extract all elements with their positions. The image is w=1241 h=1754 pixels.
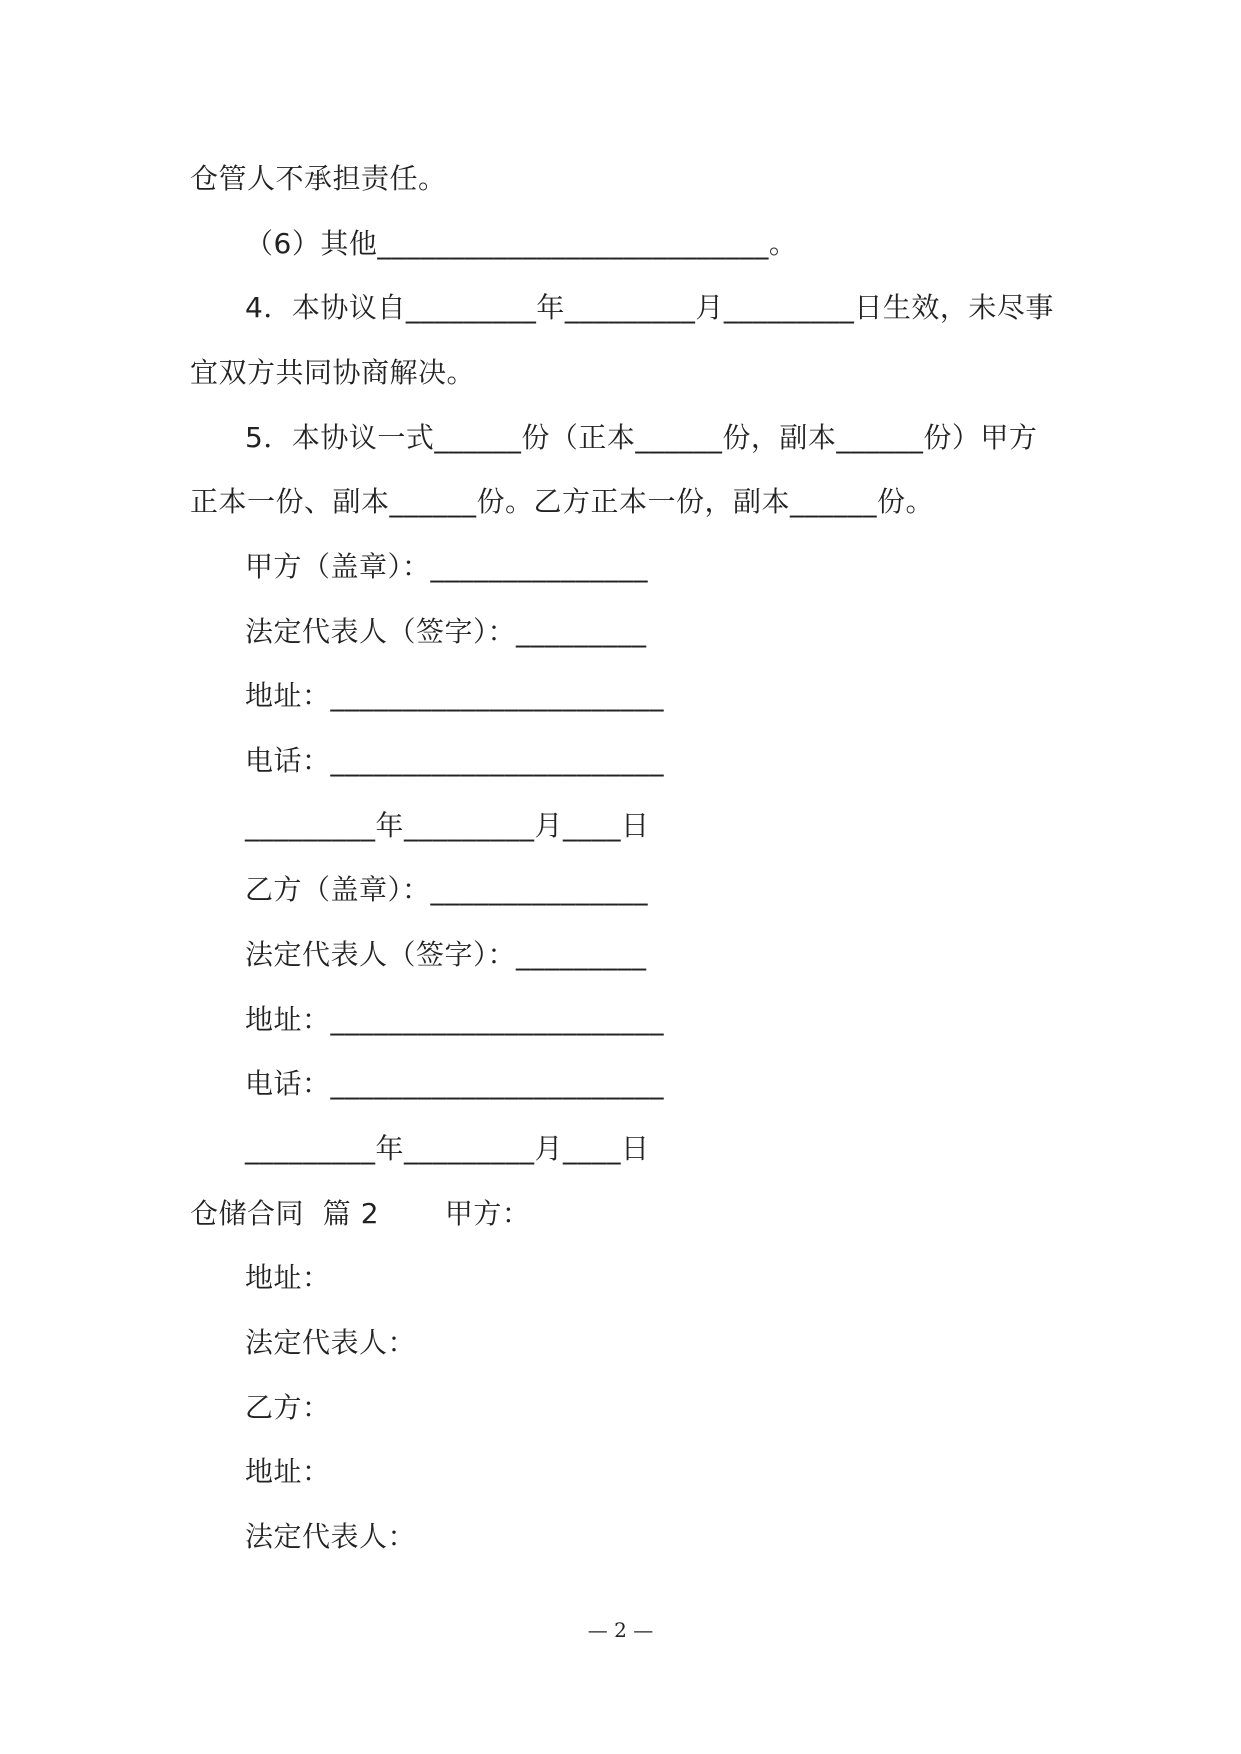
clause-4-line-1: 4．本协议自_________年_________月_________日生效，未尽事 bbox=[245, 291, 1054, 324]
contract-2-party-b-representative: 法定代表人： bbox=[245, 1520, 417, 1553]
party-b-address-field: 地址：_______________________ bbox=[245, 1003, 665, 1036]
party-b-seal-field: 乙方（盖章）：_______________ bbox=[245, 873, 649, 906]
contract-2-party-b-address: 地址： bbox=[245, 1455, 331, 1488]
party-a-date-field: _________年_________月____日 bbox=[245, 809, 650, 842]
party-a-representative-field: 法定代表人（签字）：_________ bbox=[245, 615, 647, 648]
contract-2-party-b: 乙方： bbox=[245, 1391, 331, 1424]
contract-2-party-a-representative: 法定代表人： bbox=[245, 1326, 417, 1359]
clause-4-line-2: 宜双方共同协商解决。 bbox=[190, 356, 476, 389]
contract-2-heading: 仓储合同 篇 2 甲方： bbox=[190, 1197, 531, 1230]
clause-text: 仓管人不承担责任。 bbox=[190, 162, 447, 195]
party-a-phone-field: 电话：_______________________ bbox=[245, 744, 665, 777]
party-a-address-field: 地址：_______________________ bbox=[245, 679, 665, 712]
clause-5-line-1: 5．本协议一式______份（正本______份，副本______份）甲方 bbox=[245, 421, 1038, 454]
party-b-date-field: _________年_________月____日 bbox=[245, 1132, 650, 1165]
page-number: — 2 — bbox=[587, 1618, 654, 1642]
party-a-seal-field: 甲方（盖章）：_______________ bbox=[245, 550, 649, 583]
clause-item-6: （6）其他___________________________。 bbox=[245, 227, 798, 260]
party-b-representative-field: 法定代表人（签字）：_________ bbox=[245, 938, 647, 971]
clause-5-line-2: 正本一份、副本______份。乙方正本一份，副本______份。 bbox=[190, 485, 935, 518]
contract-2-party-a-address: 地址： bbox=[245, 1261, 331, 1294]
party-b-phone-field: 电话：_______________________ bbox=[245, 1067, 665, 1100]
